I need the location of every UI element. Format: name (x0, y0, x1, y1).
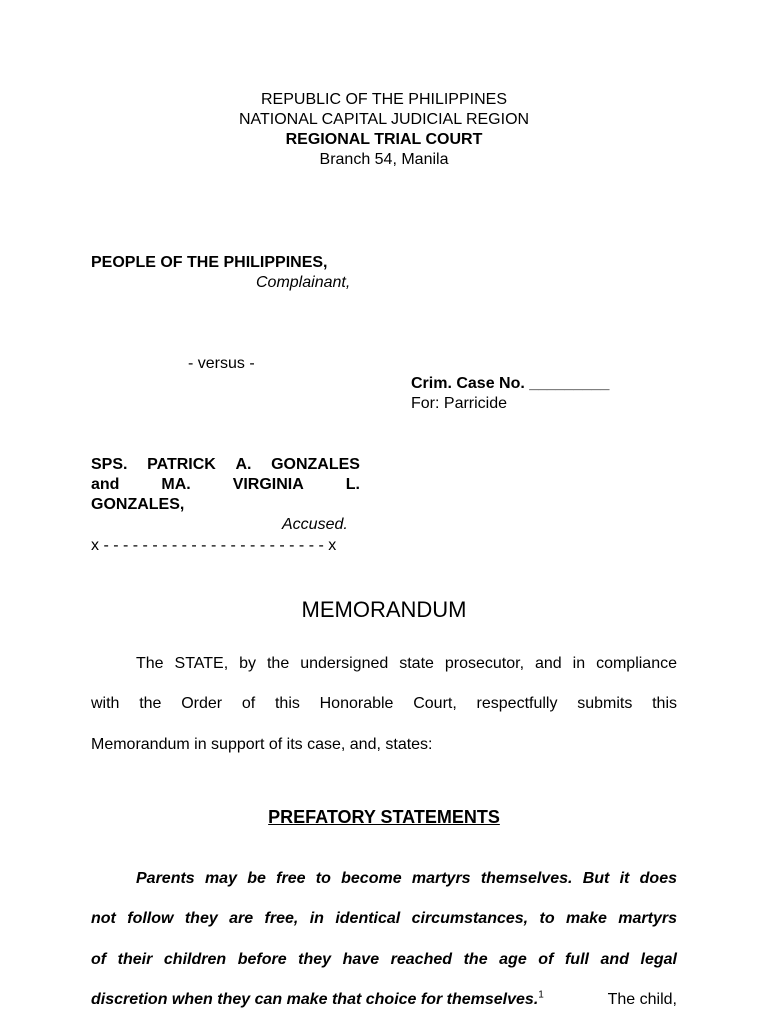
quote-line-4-tail: The child, (607, 991, 677, 1008)
quote-line-2: not follow they are free, in identical circumstances, to make martyrs (91, 910, 677, 927)
accused-name-line-1: SPS. PATRICK A. GONZALES (91, 456, 360, 473)
plaintiff-role: Complainant, (256, 274, 351, 291)
accused-name-line-3: GONZALES, (91, 496, 185, 513)
case-nature: For: Parricide (411, 395, 508, 412)
versus-label: - versus - (188, 355, 255, 372)
header-branch: Branch 54, Manila (319, 151, 449, 168)
header-region: NATIONAL CAPITAL JUDICIAL REGION (238, 111, 530, 128)
header-court: REGIONAL TRIAL COURT (285, 131, 483, 148)
accused-role: Accused. (282, 516, 348, 533)
section-heading: PREFATORY STATEMENTS (268, 807, 500, 827)
document-title: MEMORANDUM (301, 597, 467, 622)
plaintiff-name: PEOPLE OF THE PHILIPPINES, (91, 254, 328, 271)
quote-line-1: Parents may be free to become martyrs themselves. But it does (136, 870, 677, 887)
quote-line-3: of their children before they have reached the age of full and legal (91, 951, 677, 968)
header-republic: REPUBLIC OF THE PHILIPPINES (261, 91, 507, 108)
accused-name-line-2: and MA. VIRGINIA L. (91, 476, 360, 493)
intro-line-1: The STATE, by the undersigned state prosecutor, and in compliance (136, 655, 677, 672)
caption-separator: x - - - - - - - - - - - - - - - - - - - - - - - x (91, 537, 337, 554)
case-number: Crim. Case No. _________ (411, 375, 610, 392)
intro-line-3: Memorandum in support of its case, and, states: (91, 736, 433, 753)
quote-line-4 (91, 990, 677, 1010)
court-header (0, 90, 768, 170)
quote-line-4-text: discretion when they can make that choice for themselves. (91, 991, 539, 1008)
footnote-reference[interactable]: 1 (538, 989, 544, 1001)
intro-line-2: with the Order of this Honorable Court, respectfully submits this (91, 695, 677, 712)
